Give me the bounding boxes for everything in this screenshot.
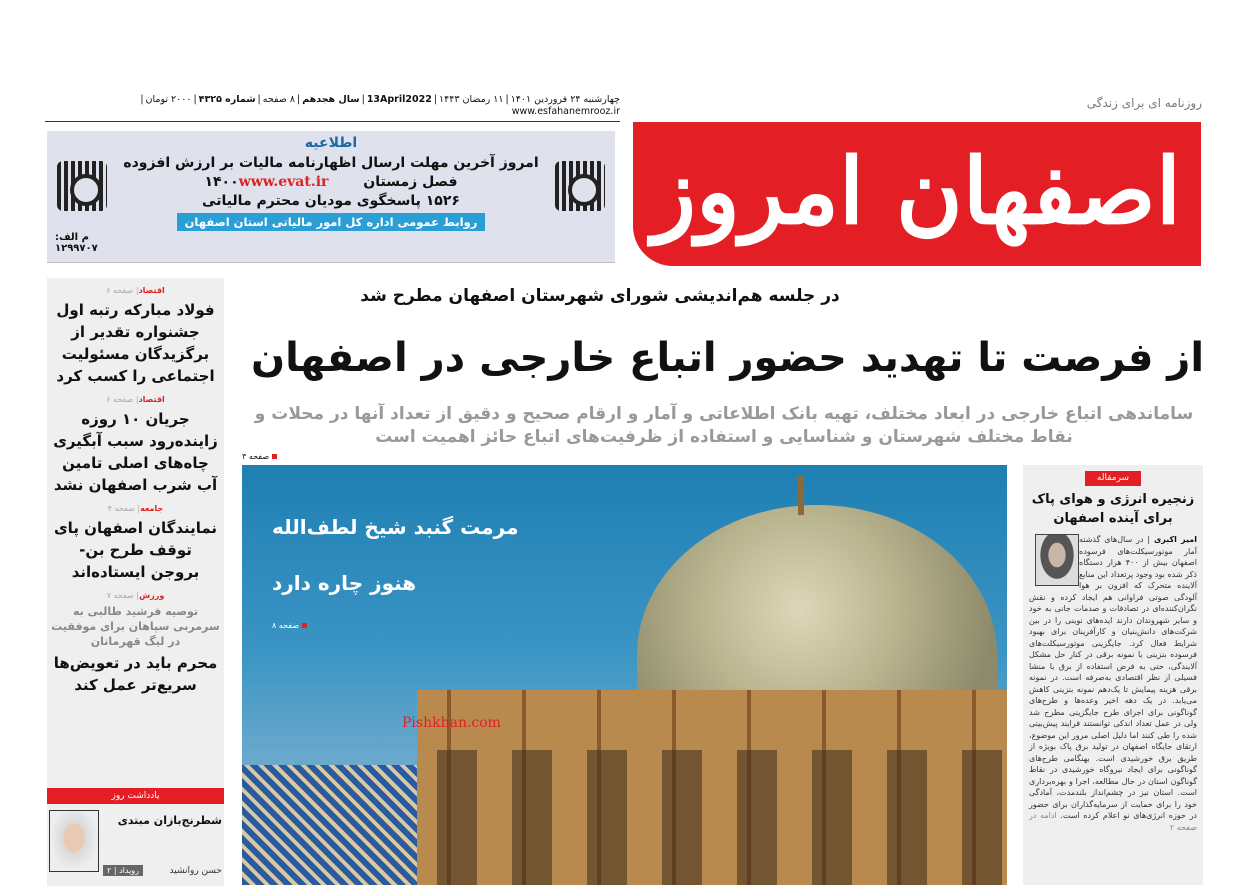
- column-label: یادداشت روز: [47, 788, 224, 804]
- section-label: ورزش: [139, 591, 165, 600]
- column-page-ref: رویداد | ۲: [103, 865, 143, 876]
- ad-code: م الف: ۱۲۹۹۷۰۷: [55, 232, 98, 254]
- page-ref: صفحه ۶: [106, 286, 134, 295]
- ad-banner: روابط عمومی اداره کل امور مالیاتی استان اصفهان: [177, 213, 486, 231]
- main-headline[interactable]: از فرصت تا تهدید حضور اتباع خارجی در اصفهان: [250, 335, 1205, 381]
- bullet-icon: [272, 454, 277, 459]
- page-count: ۸ صفحه: [262, 94, 295, 105]
- story-kicker: اقتصاد| صفحه ۶: [106, 395, 165, 404]
- sidebar-headline[interactable]: جریان ۱۰ روزه زاینده‌رود سبب آبگیری چاه‌های اصلی تامین آب شرب اصفهان نشد: [53, 410, 218, 494]
- sidebar-headline[interactable]: فولاد مبارکه رتبه اول جشنواره تقدیر از برگزیدگان مسئولیت اجتماعی را کسب کرد: [56, 301, 215, 385]
- column-title[interactable]: شطرنج‌بازان مبتدی: [117, 814, 222, 827]
- headline-overline: در جلسه هم‌اندیشی شورای شهرستان اصفهان مطرح شد: [360, 286, 840, 306]
- section-label: اقتصاد: [138, 286, 165, 295]
- tile-wall: [242, 765, 432, 885]
- column-author: حسن روانشید: [169, 865, 222, 876]
- section-label: اقتصاد: [138, 395, 165, 404]
- dome-finial: [798, 475, 804, 515]
- editorial-text: در سال‌های گذشته آمار موتورسیکلت‌های فرسوده اصفهان بیش از ۴۰۰ هزار دستگاه ذکر شده بود وجود پرتعداد این منابع آلاینده متحرک که افزون بر هوا آلودگی صوتی فراوانی هم ایجاد کرده و نقش نگران‌کننده‌ای در تصادفات و صدمات جانی به خود و سایر شهروندان دارند ایده‌های نوینی را در بین شرکت‌های دانش‌بنیان و کارآفرینان برای بهبود شرایط فعال کرد. جایگزینی موتورسیکلت‌های فرسوده بنزینی با نمونه برقی در کنار حل مشکل آلایندگی، حتی به فرض استفاده از برق با منشا فسیلی از نظر اقتصادی به‌صرفه است. در نمونه برقی هزینه پیمایش تا یک‌دهم نمونه بنزینی کاهش می‌یابد. در یک دهه اخیر وعده‌ها و طرح‌های گوناگونی برای اجرای طرح جایگزینی مطرح شد ولی در عمل تعداد اندکی توانستند فرایند پیش‌بینی شده را طی کنند اما دلیل اصلی مرور این موضوع، ارتقای جایگاه اصفهان در تولید برق پاک بویژه از طریق برق خورشیدی است. بهنگامی طرح‌های گوناگونی برای ایجاد نیروگاه خورشیدی در نقاط گوناگون استان در حال مطالعه، اجرا و بهره‌برداری است. استان نیز در چشم‌انداز بلندمدت، آمادگی خود را برای حمایت از سرمایه‌گذاران برای حضور در حوزه انرژی‌های نو اعلام کرده است.: [1029, 535, 1197, 820]
- story-kicker: جامعه| صفحه ۴: [107, 504, 164, 513]
- sidebar-subhead: توصیه فرشید طالبی به سرمربی سپاهان برای موفقیت در لیگ قهرمانان: [51, 605, 220, 648]
- lead-text: ساماندهی اتباع خارجی در ابعاد مختلف، تهیه بانک اطلاعاتی و آمار و ارقام صحیح و دقیق از تعداد آنها در محلات و نقاط مختلف شهرستان و شناسایی و استفاده از ظرفیت‌های اتباع حائز اهمیت است: [254, 404, 1194, 447]
- page-ref: صفحه ۶: [106, 395, 134, 404]
- page-ref: صفحه ۷: [106, 591, 134, 600]
- masthead-tagline: روزنامه ای برای زندگی: [1086, 96, 1202, 110]
- tax-org-seal-icon: [57, 161, 107, 211]
- photo-page-ref: [272, 621, 307, 631]
- date-english: 13April2022: [366, 94, 432, 105]
- dateline: چهارشنبه ۲۴ فروردین ۱۴۰۱ | ۱۱ رمضان ۱۴۴۳ | 13April2022 | سال هجدهم | ۸ صفحه | شماره ۴۳۲۵ | ۲۰۰۰ تومان | www.esfahanemrooz.ir: [45, 94, 620, 122]
- day-column: [47, 788, 224, 886]
- lead-photo[interactable]: [242, 465, 1007, 885]
- main-page-ref: [242, 452, 277, 462]
- story-kicker: ورزش| صفحه ۷: [106, 591, 165, 600]
- page-ref-text: صفحه ۳: [242, 452, 270, 461]
- price: ۲۰۰۰ تومان: [145, 94, 192, 105]
- story-kicker: اقتصاد| صفحه ۶: [106, 286, 165, 295]
- masthead-logo[interactable]: [633, 122, 1201, 266]
- editorial-author: امیر اکبری: [1153, 535, 1197, 544]
- section-label: جامعه: [140, 504, 164, 513]
- page-ref-text: صفحه ۸: [272, 621, 300, 630]
- sidebar-news: [47, 278, 224, 886]
- editorial-author-photo: [1035, 534, 1079, 586]
- editorial-body: امیر اکبری | در سال‌های گذشته آمار موتورسیکلت‌های فرسوده اصفهان بیش از ۴۰۰ هزار دستگاه ذکر شده بود وجود پرتعداد این منابع آلاینده متحرک که افزون بر هوا آلودگی صوتی فراوانی هم ایجاد کرده و نقش نگران‌کننده‌ای در تصادفات و صدمات جانی به خود و سایر شهروندان دارند ایده‌های نوینی را در بین شرکت‌های دانش‌بنیان و کارآفرینان برای بهبود شرایط فعال کرد. جایگزینی موتورسیکلت‌های فرسوده بنزینی با نمونه برقی در کنار حل مشکل آلایندگی، حتی به فرض استفاده از برق با منشا فسیلی از نظر اقتصادی به‌صرفه است. در نمونه برقی هزینه پیمایش تا یک‌دهم نمونه بنزینی کاهش می‌یابد. در یک دهه اخیر وعده‌ها و طرح‌های گوناگونی برای اجرای طرح جایگزینی مطرح شد ولی در عمل تعداد اندکی توانستند فرایند پیش‌بینی شده را طی کنند اما دلیل اصلی مرور این موضوع، ارتقای جایگاه اصفهان در تولید برق پاک بویژه از طریق برق خورشیدی است. بهنگامی طرح‌های گوناگونی برای ایجاد نیروگاه خورشیدی در نقاط گوناگون استان در حال مطالعه، اجرا و بهره‌برداری است. استان نیز در چشم‌انداز بلندمدت، آمادگی خود را برای حمایت از سرمایه‌گذاران برای حضور در حوزه انرژی‌های نو اعلام کرده است. ادامه در صفحه ۲: [1029, 535, 1197, 832]
- ad-line1: امروز آخرین مهلت ارسال اظهارنامه مالیات بر ارزش افزوده: [123, 155, 539, 171]
- watermark: Pishkhan.com: [402, 715, 501, 731]
- ad-url[interactable]: www.evat.ir: [238, 174, 329, 190]
- issue-number: شماره ۴۳۲۵: [198, 94, 256, 105]
- editorial-label: سرمقاله: [1085, 471, 1141, 486]
- page-ref: صفحه ۴: [107, 504, 135, 513]
- year: سال هجدهم: [302, 94, 360, 105]
- tax-notice-ad: [47, 131, 615, 263]
- sidebar-headline[interactable]: نمایندگان اصفهان پای توقف طرح بن- بروجن ایستاده‌اند: [53, 519, 218, 581]
- sidebar-headline[interactable]: محرم باید در تعویض‌ها سریع‌تر عمل کند: [53, 654, 218, 694]
- continued-link[interactable]: ادامه در صفحه ۲: [1029, 811, 1197, 832]
- photo-title-line2: هنوز چاره دارد: [272, 571, 417, 595]
- arcade-building: [417, 690, 1007, 885]
- date-persian: چهارشنبه ۲۴ فروردین ۱۴۰۱: [510, 94, 620, 105]
- editorial-column: [1023, 465, 1203, 885]
- bullet-icon: [302, 623, 307, 628]
- ad-line2: فصل زمستان ۱۴۰۰: [204, 174, 458, 190]
- logo-text: اصفهان امروز: [652, 139, 1181, 245]
- photo-headline[interactable]: [272, 499, 752, 611]
- author-photo: [49, 810, 99, 872]
- date-hijri: ۱۱ رمضان ۱۴۴۳: [439, 94, 504, 105]
- ad-title: اطلاعیه: [304, 135, 358, 151]
- tax-org-seal-icon: [555, 161, 605, 211]
- website-link[interactable]: www.esfahanemrooz.ir: [511, 106, 620, 117]
- ad-line3: ۱۵۲۶ پاسخگوی مودیان محترم مالیاتی: [202, 193, 460, 209]
- photo-title-line1: مرمت گنبد شیخ لطف‌الله: [272, 515, 519, 539]
- editorial-title[interactable]: زنجیره انرژی و هوای پاک برای آینده اصفهان: [1031, 492, 1195, 526]
